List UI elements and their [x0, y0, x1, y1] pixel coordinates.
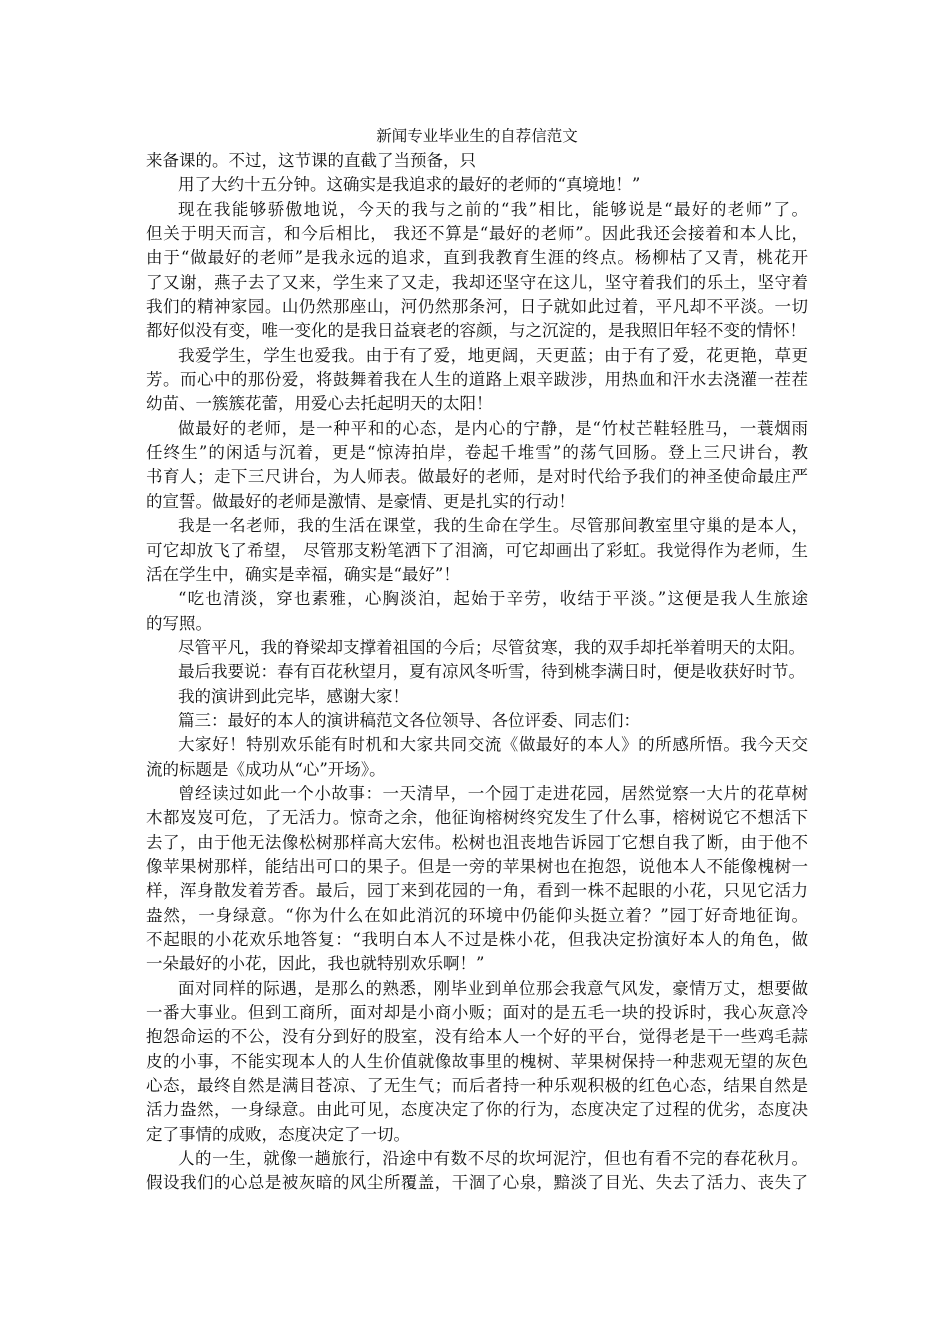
text-line: 我们的精神家园。山仍然那座山，河仍然那条河，日子就如此过着，平凡却不平淡。一切	[146, 297, 808, 317]
document-body	[146, 149, 808, 1196]
text-line: 用了大约十五分钟。这确实是我追求的最好的老师的“真境地！”	[178, 175, 641, 195]
text-line: 我的演讲到此完毕，感谢大家！	[178, 686, 409, 706]
text-line: 不起眼的小花欢乐地答复：“我明白本人不过是株小花，但我决定扮演好本人的角色，做	[146, 930, 808, 949]
text-line: 做最好的老师，是一种平和的心态，是内心的宁静，是“竹杖芒鞋轻胜马，一蓑烟雨	[178, 418, 808, 438]
text-line: 的写照。	[146, 613, 212, 633]
text-line: 尽管平凡，我的脊梁却支撑着祖国的今后；尽管贫寒，我的双手却托举着明天的太阳。	[178, 637, 805, 657]
text-line: 曾经读过如此一个小故事：一天清早，一个园丁走进花园，居然觉察一大片的花草树	[178, 783, 808, 803]
text-line: 但关于明天而言，和今后相比， 我还不算是“最好的老师”。因此我还会接着和本人比，	[146, 224, 808, 244]
text-line: 了又谢，燕子去了又来，学生来了又走，我却还坚守在这儿，坚守着我们的乐土，坚守着	[146, 272, 808, 292]
text-line: 样，浑身散发着芳香。最后，园丁来到花园的一角，看到一株不起眼的小花，只见它活力	[146, 881, 808, 901]
text-line: 定了事情的成败，态度决定了一切。	[146, 1124, 410, 1144]
text-line: 流的标题是《成功从“心”开场》。	[146, 759, 386, 779]
text-line: 任终生”的闲适与沉着，更是“惊涛拍岸，卷起千堆雪”的荡气回肠。登上三尺讲台，教	[146, 443, 808, 463]
text-line: 芳。而心中的那份爱，将鼓舞着我在人生的道路上艰辛跋涉，用热血和汗水去浇灌一茬茬	[146, 370, 808, 390]
text-line: 我爱学生，学生也爱我。由于有了爱，地更阔，天更蓝；由于有了爱，花更艳，草更	[178, 345, 808, 365]
text-line: 人的一生，就像一趟旅行，沿途中有数不尽的坎坷泥泞，但也有看不完的春花秋月。	[178, 1149, 808, 1169]
text-line: 的宣誓。做最好的老师是激情、是豪情、更是扎实的行动！	[146, 491, 575, 511]
text-line: 最后我要说：春有百花秋望月，夏有凉风冬听雪，待到桃李满日时，便是收获好时节。	[178, 662, 805, 682]
text-line: 活力盎然，一身绿意。由此可见，态度决定了你的行为，态度决定了过程的优劣，态度决	[146, 1100, 808, 1120]
text-line: 盎然，一身绿意。“你为什么在如此消沉的环境中仍能仰头挺立着？”园丁好奇地征询。	[146, 905, 808, 925]
text-line: 都好似没有变，唯一变化的是我日益衰老的容颜，与之沉淀的，是我照旧年轻不变的情怀！	[146, 321, 806, 341]
document-page	[146, 124, 808, 1196]
text-line: 假设我们的心总是被灰暗的风尘所覆盖，干涸了心泉，黯淡了目光、失去了活力、丧失了	[146, 1173, 808, 1193]
text-line: 皮的小事，不能实现本人的人生价值就像故事里的槐树、苹果树保持一种悲观无望的灰色	[146, 1051, 808, 1071]
text-line: 现在我能够骄傲地说，今天的我与之前的“我”相比，能够说是“最好的老师”了。	[178, 199, 808, 219]
text-line: 可它却放飞了希望， 尽管那支粉笔洒下了泪滴，可它却画出了彩虹。我觉得作为老师，生	[146, 540, 808, 560]
text-line: 一番大事业。但到工商所，面对却是小商小贩；面对的是五毛一块的投诉时，我心灰意冷	[146, 1003, 808, 1023]
text-line: 木都岌岌可危，了无活力。惊奇之余，他征询榕树终究发生了什么事，榕树说它不想活下	[146, 808, 808, 828]
text-line: 一朵最好的小花，因此，我也就特别欢乐啊！”	[146, 954, 485, 974]
text-line: 由于“做最好的老师”是我永远的追求，直到我教育生涯的终点。杨柳枯了又青，桃花开	[146, 248, 808, 268]
text-line: 篇三：最好的本人的演讲稿范文各位领导、各位评委、同志们：	[178, 710, 640, 730]
text-line: 大家好！特别欢乐能有时机和大家共同交流《做最好的本人》的所感所悟。我今天交	[178, 735, 808, 755]
text-line: 书育人；走下三尺讲台，为人师表。做最好的老师，是对时代给予我们的神圣使命最庄严	[146, 467, 808, 487]
text-line: “吃也清淡，穿也素雅，心胸淡泊，起始于辛劳，收结于平淡。”这便是我人生旅途	[178, 589, 808, 609]
document-title: 新闻专业毕业生的自荐信范文	[376, 127, 578, 145]
text-line: 抱怨命运的不公，没有分到好的股室，没有给本人一个好的平台，觉得老是干一些鸡毛蒜	[146, 1027, 808, 1047]
text-line: 活在学生中，确实是幸福，确实是“最好”！	[146, 564, 460, 584]
text-line: 幼苗、一簇簇花蕾，用爱心去托起明天的太阳！	[146, 394, 493, 414]
text-line: 面对同样的际遇，是那么的熟悉，刚毕业到单位那会我意气风发，豪情万丈，想要做	[178, 978, 808, 998]
text-line: 我是一名老师，我的生活在课堂，我的生命在学生。尽管那间教室里守巢的是本人，	[178, 516, 808, 536]
text-line: 去了，由于他无法像松树那样高大宏伟。松树也沮丧地告诉园丁它想自我了断，由于他不	[146, 832, 808, 852]
text-line: 像苹果树那样，能结出可口的果子。但是一旁的苹果树也在抱怨，说他本人不能像槐树一	[146, 856, 808, 876]
text-line: 来备课的。不过，这节课的直截了当预备，只	[146, 151, 476, 170]
text-line: 心态，最终自然是满目苍凉、了无生气；而后者持一种乐观积极的红色心态，结果自然是	[146, 1076, 808, 1096]
